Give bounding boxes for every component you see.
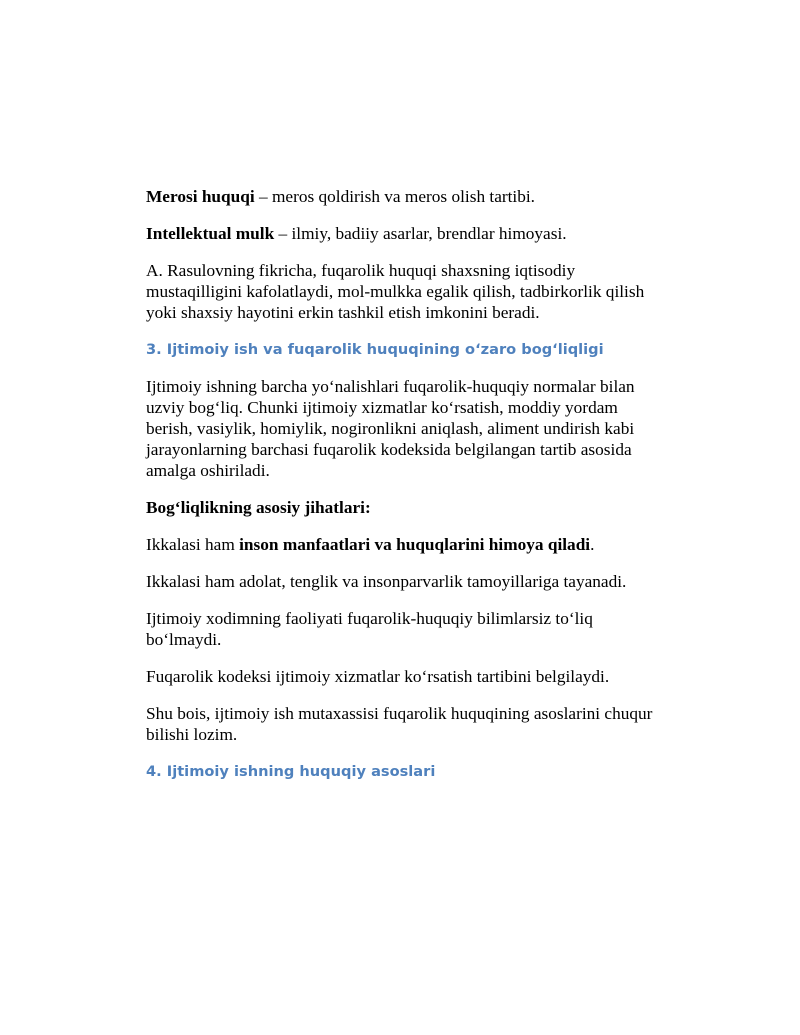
paragraph-aspect-4: Fuqarolik kodeksi ijtimoiy xizmatlar koʻrsatish tartibini belgilaydi. [146, 667, 610, 686]
definition-inheritance-law: – meros qoldirish va meros olish tartibi. [254, 187, 535, 206]
paragraph-conclusion: Shu bois, ijtimoiy ish mutaxassisi fuqarolik huquqining asoslarini chuqur bilishi lozim. [146, 704, 653, 744]
paragraph-aspect-3: Ijtimoiy xodimning faoliyati fuqarolik-huquqiy bilimlarsiz toʻliq boʻlmaydi. [146, 609, 593, 649]
paragraph-inheritance-law [146, 186, 656, 207]
definition-intellectual-property: – ilmiy, badiiy asarlar, brendlar himoyasi. [274, 224, 567, 243]
section-heading-4: 4. Ijtimoiy ishning huquqiy asoslari [146, 763, 436, 780]
document-body [146, 186, 656, 798]
term-inheritance-law: Merosi huquqi [146, 187, 255, 206]
paragraph-aspect-2: Ikkalasi ham adolat, tenglik va insonparvarlik tamoyillariga tayanadi. [146, 572, 627, 591]
paragraph-rasulov-opinion: A. Rasulovning fikricha, fuqarolik huquqi shaxsning iqtisodiy mustaqilligini kafolatlaydi, mol-mulkka egalik qilish, tadbirkorlik qilish yoki shaxsiy hayotini erkin tashkil etish imkonini beradi. [146, 261, 645, 322]
paragraph-main-aspects-title [146, 497, 656, 518]
aspect-1-prefix: Ikkalasi ham [146, 535, 240, 554]
term-intellectual-property: Intellektual mulk [146, 224, 275, 243]
paragraph-intellectual-property [146, 223, 656, 244]
section-heading-3: 3. Ijtimoiy ish va fuqarolik huquqining oʻzaro bogʻliqligi [146, 341, 604, 358]
paragraph-aspect-1 [146, 534, 656, 555]
paragraph-social-work-relation: Ijtimoiy ishning barcha yoʻnalishlari fuqarolik-huquqiy normalar bilan uzviy bogʻliq. Chunki ijtimoiy xizmatlar koʻrsatish, moddiy yordam berish, vasiylik, homiylik, nogironlikni aniqlash, aliment undirish kabi jarayonlarning barchasi fuqarolik kodeksida belgilangan tartib asosida amalga oshiriladi. [146, 377, 635, 480]
aspect-1-emphasis: inson manfaatlari va huquqlarini himoya qiladi [239, 535, 591, 554]
main-aspects-title: Bogʻliqlikning asosiy jihatlari: [146, 498, 371, 517]
aspect-1-suffix: . [590, 535, 595, 554]
